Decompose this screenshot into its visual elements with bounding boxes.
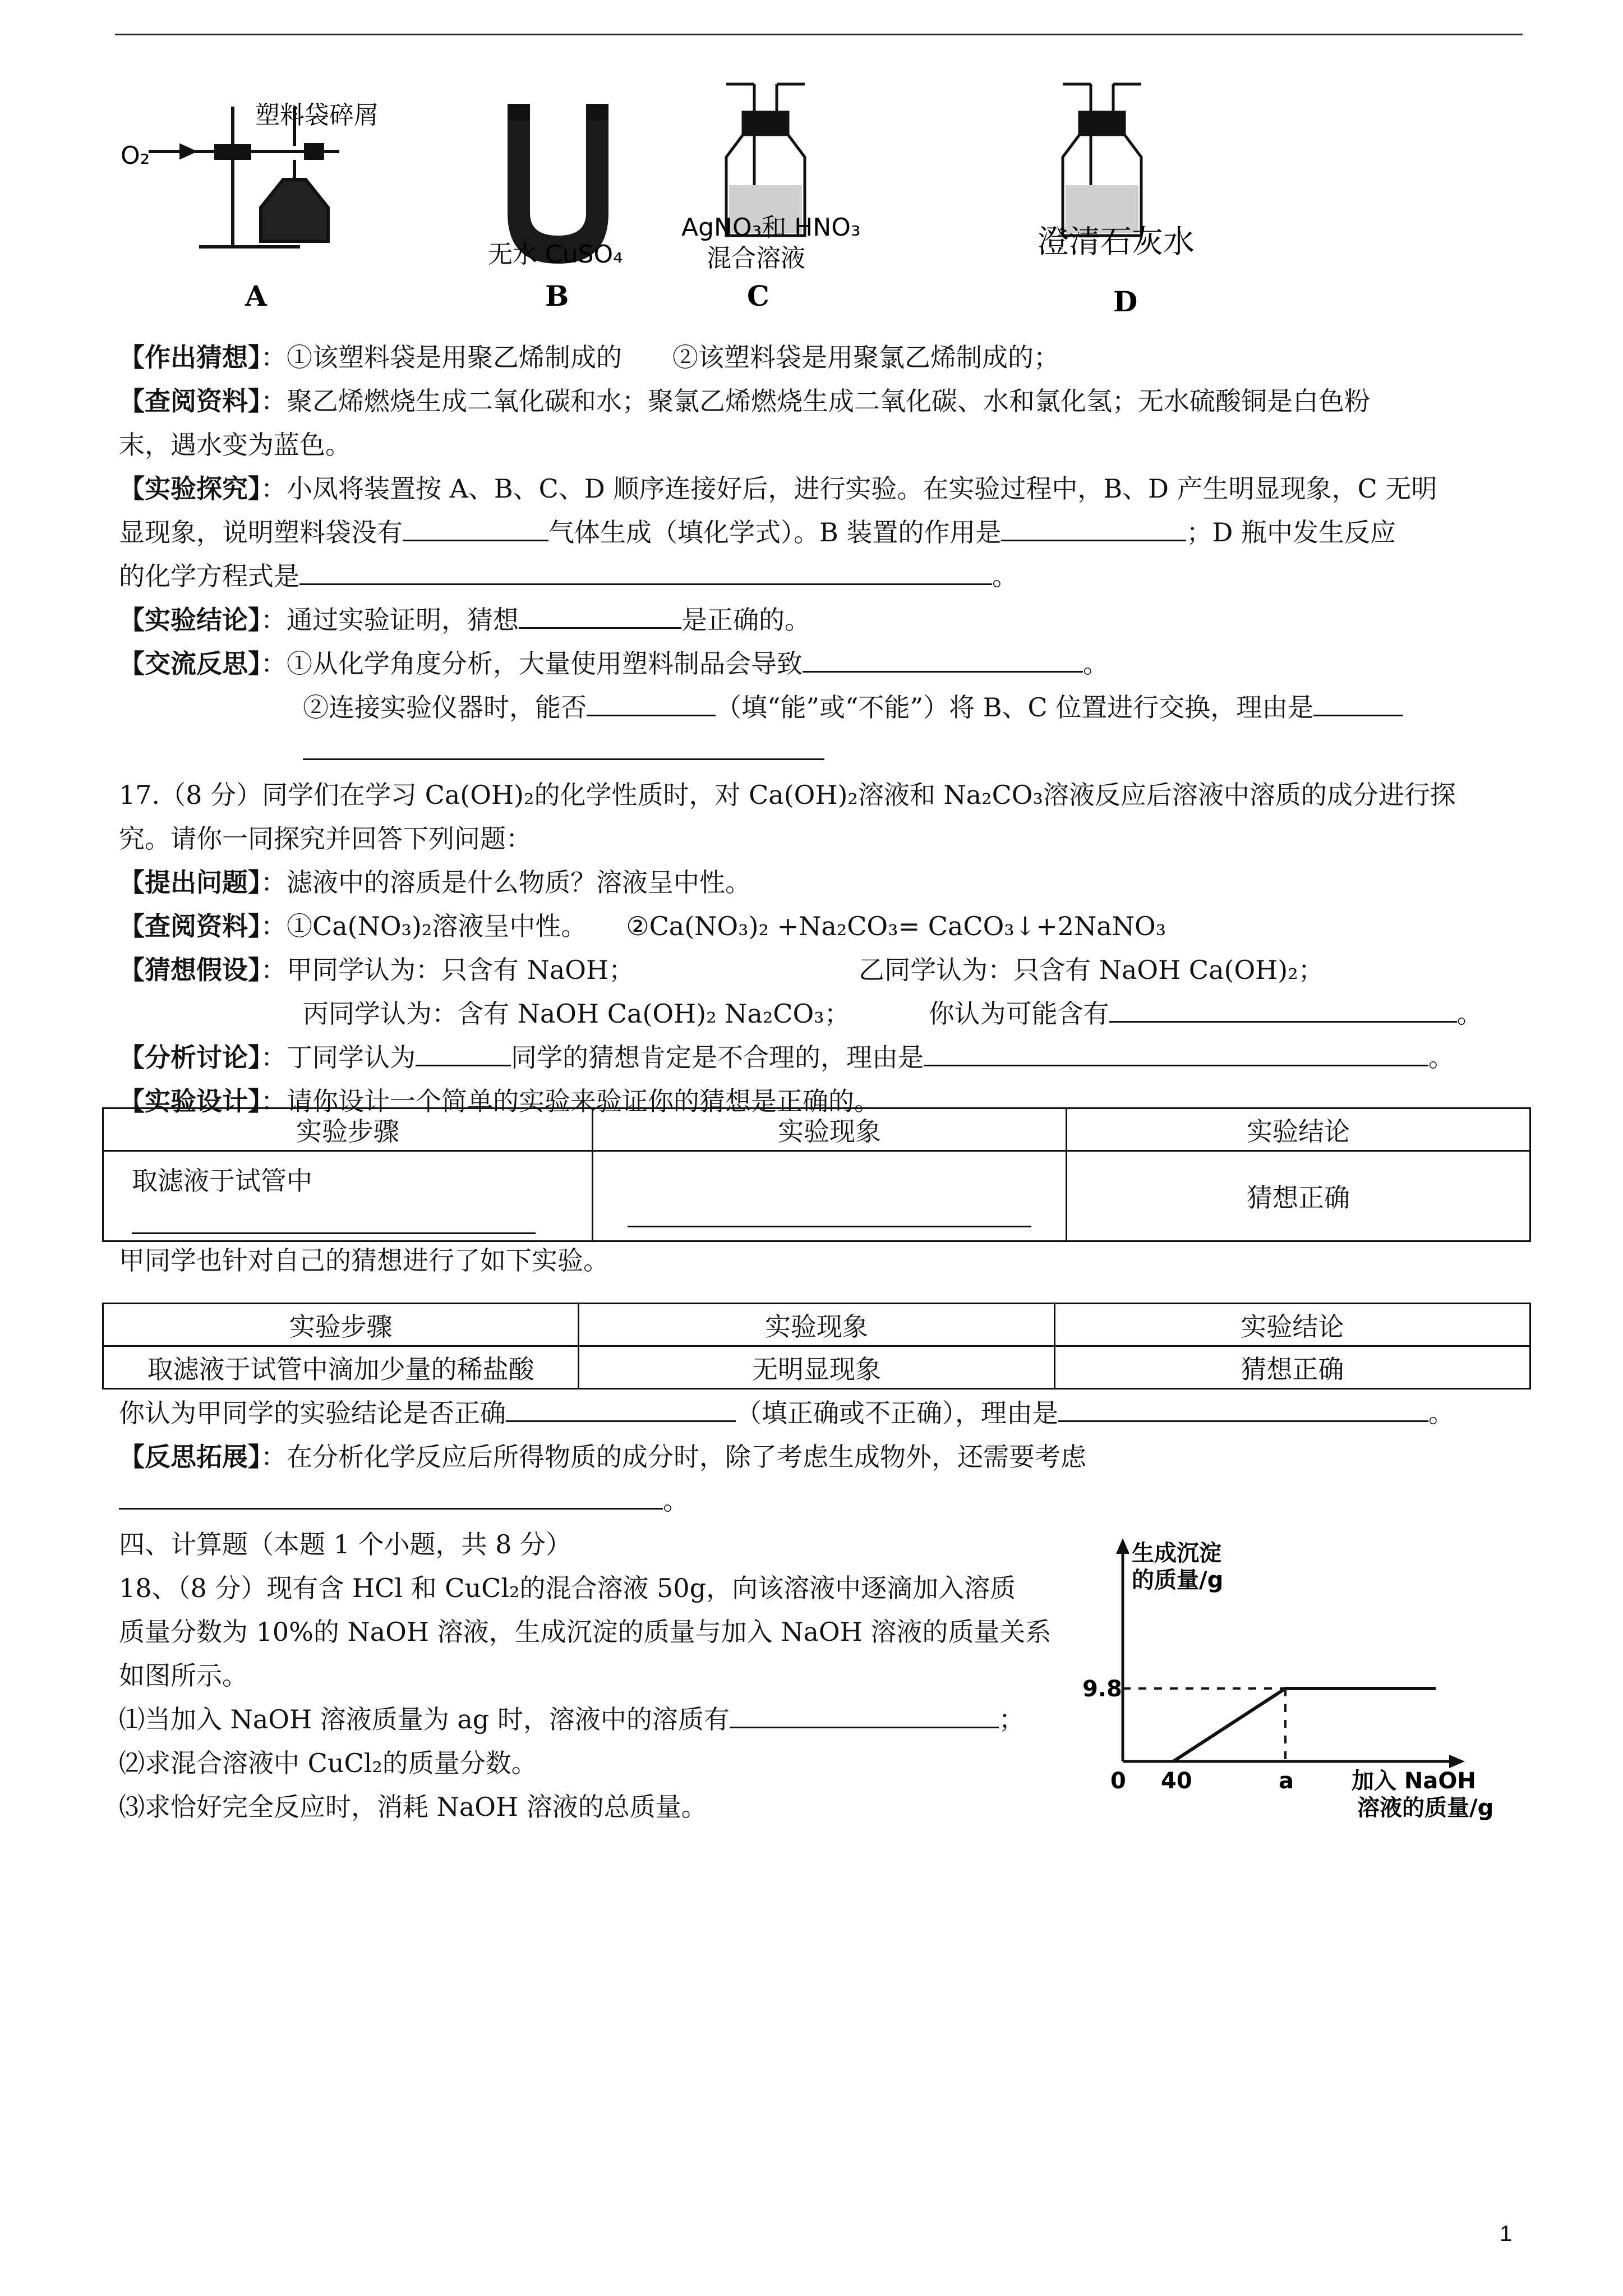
q17-intro-1: 17.（8 分）同学们在学习 Ca(OH)₂的化学性质时，对 Ca(OH)₂溶液和 Na₂CO₃溶液反应后溶液中溶质的成分进行探 (119, 780, 1456, 810)
t1-phenomenon-blank[interactable] (628, 1203, 1031, 1227)
judge-text-c: 。 (1428, 1398, 1454, 1428)
answer-blank-gas[interactable] (403, 510, 548, 541)
q18-sub-3: ⑶求恰好完全反应时，消耗 NaOH 溶液的总质量。 (119, 1792, 707, 1822)
t2-step-cell: 取滤液于试管中滴加少量的稀盐酸 (103, 1346, 579, 1389)
t2-header-step: 实验步骤 (103, 1304, 579, 1346)
section-4-title: 四、计算题（本题 1 个小题，共 8 分） (119, 1529, 572, 1559)
answer-blank-b-role[interactable] (1001, 510, 1186, 541)
info-line-2: 末，遇水变为蓝色。 (119, 430, 351, 460)
ext-line (119, 1435, 1532, 1479)
x-tick-40: 40 (1161, 1768, 1192, 1794)
apparatus-c-letter: C (747, 279, 769, 312)
apparatus-d-label: 澄清石灰水 (1038, 224, 1195, 260)
answer-blank-ext[interactable] (119, 1479, 663, 1510)
q18-sub-1 (119, 1697, 1072, 1741)
x-axis-arrow (1449, 1755, 1465, 1768)
apparatus-a-letter: A (245, 279, 267, 312)
design-text: ：请你设计一个简单的实验来验证你的猜想是正确的。 (261, 1086, 880, 1116)
t1-step-text: 取滤液于试管中 (132, 1166, 312, 1196)
reflect-text-2b: （填“能”或“不能”）将 B、C 位置进行交换，理由是 (716, 692, 1314, 723)
exp-line-3 (119, 554, 1532, 598)
reflect-line-2 (303, 685, 1537, 729)
ext-tag: 【反思拓展】 (119, 1442, 261, 1472)
q17-info-tag: 【查阅资料】 (119, 911, 261, 941)
x-label-2: 溶液的质量/g (1357, 1795, 1494, 1821)
y-axis-arrow (1116, 1538, 1129, 1554)
judge-line (119, 1391, 1532, 1435)
q18-line-2: 质量分数为 10%的 NaOH 溶液，生成沉淀的质量与加入 NaOH 溶液的质量关系 (119, 1617, 1052, 1647)
guess-line (119, 335, 1532, 379)
o2-label: O₂ (121, 141, 150, 170)
t1-step-cell[interactable] (103, 1151, 593, 1241)
reflect-text-2a: ②连接实验仪器时，能否 (303, 692, 587, 723)
ext-line-2 (119, 1479, 1532, 1522)
reflect-line-3 (303, 729, 1623, 773)
q18-sub-2: ⑵求混合溶液中 CuCl₂的质量分数。 (119, 1748, 537, 1778)
apparatus-d (1063, 84, 1141, 236)
q18-sub-1a: ⑴当加入 NaOH 溶液质量为 ag 时，溶液中的溶质有 (119, 1704, 730, 1734)
info-text-1: ：聚乙烯燃烧生成二氧化碳和水；聚氯乙烯燃烧生成二氧化碳、水和氯化氢；无水硫酸铜是白色粉 (261, 386, 1370, 416)
hyp-yi: 乙同学认为：只含有 NaOH Ca(OH)₂； (859, 955, 1324, 985)
ext-text: ：在分析化学反应后所得物质的成分时，除了考虑生成物外，还需要考虑 (261, 1442, 1086, 1472)
reflect-text-1b: 。 (1083, 648, 1109, 679)
answer-blank-judge[interactable] (506, 1391, 736, 1422)
answer-blank-can[interactable] (587, 685, 716, 716)
y-tick-label: 9.8 (1082, 1676, 1122, 1702)
t2-conclusion-cell: 猜想正确 (1054, 1346, 1530, 1389)
apparatus-b-letter: B (545, 279, 569, 312)
conclusion-text-b: 是正确的。 (681, 605, 810, 635)
origin-label: 0 (1110, 1768, 1126, 1794)
apparatus-figure (115, 67, 1349, 331)
conclusion-text-a: ：通过实验证明，猜想 (261, 605, 519, 635)
answer-blank-guess[interactable] (519, 598, 681, 629)
exp-line-2 (119, 510, 1532, 554)
t2-header-conclusion: 实验结论 (1054, 1304, 1530, 1346)
disc-text-c: 。 (1428, 1042, 1454, 1073)
q18-sub-1b: ； (998, 1704, 1025, 1734)
t1-header-phenomenon: 实验现象 (593, 1108, 1067, 1151)
hyp-you-b: 。 (1456, 999, 1483, 1029)
series-line (1173, 1688, 1436, 1761)
judge-text-b: （填正确或不正确），理由是 (736, 1398, 1058, 1428)
answer-blank-classmate[interactable] (416, 1036, 511, 1066)
design-tag: 【实验设计】 (119, 1086, 261, 1116)
q17-info-a: ：①Ca(NO₃)₂溶液呈中性。 (261, 911, 587, 941)
answer-blank-reason-start[interactable] (1313, 685, 1403, 716)
disc-text-b: 同学的猜想肯定是不合理的，理由是 (511, 1042, 924, 1073)
q17-intro-2: 究。请你一同探究并回答下列问题： (119, 823, 532, 854)
q17-ask-line (119, 861, 1532, 904)
t1-phenomenon-cell[interactable] (593, 1151, 1067, 1241)
t2-header-phenomenon: 实验现象 (579, 1304, 1054, 1346)
q17-disc-line (119, 1036, 1532, 1079)
ext-end: 。 (663, 1485, 689, 1516)
hyp-bing: 丙同学认为：含有 NaOH Ca(OH)₂ Na₂CO₃； (303, 999, 850, 1029)
experiment-table-2 (102, 1303, 1531, 1389)
hyp-tag: 【猜想假设】 (119, 955, 261, 985)
t2-phenomenon-cell: 无明显现象 (579, 1346, 1054, 1389)
answer-blank-equation[interactable] (299, 554, 992, 585)
info-tag: 【查阅资料】 (119, 386, 261, 416)
t1-header-step: 实验步骤 (103, 1108, 593, 1151)
experiment-table-1 (102, 1107, 1531, 1242)
exp-text-2b: 气体生成（填化学式）。B 装置的作用是 (548, 517, 1002, 547)
exp-text-2c: ；D 瓶中发生反应 (1186, 517, 1396, 547)
reflect-line-1 (119, 642, 1532, 685)
answer-blank-pollution[interactable] (803, 642, 1083, 673)
q17-info-b: ②Ca(NO₃)₂ +Na₂CO₃= CaCO₃↓+2NaNO₃ (626, 911, 1166, 941)
q18-line-1: 18、（8 分）现有含 HCl 和 CuCl₂的混合溶液 50g，向该溶液中逐滴加入溶质 (119, 1573, 1016, 1603)
answer-blank-solutes[interactable] (730, 1697, 999, 1728)
q17-hyp-line-2 (303, 992, 1537, 1036)
exp-text-3a: 的化学方程式是 (119, 561, 299, 591)
x-tick-a: a (1279, 1768, 1294, 1794)
exp-text-2a: 显现象，说明塑料袋没有 (119, 517, 403, 547)
judge-text-a: 你认为甲同学的实验结论是否正确 (119, 1398, 506, 1428)
answer-blank-your-guess[interactable] (1109, 992, 1457, 1023)
conclusion-tag: 【实验结论】 (119, 605, 261, 635)
q17-hyp-line-1 (119, 948, 1532, 992)
ask-tag: 【提出问题】 (119, 867, 261, 898)
t1-conclusion-cell: 猜想正确 (1066, 1151, 1530, 1241)
q17-info-line (119, 904, 1532, 948)
info-line-1 (119, 379, 1532, 423)
apparatus-a-label: 塑料袋碎屑 (255, 101, 379, 130)
apparatus-d-letter: D (1113, 285, 1138, 318)
y-label-1: 生成沉淀 (1132, 1540, 1221, 1566)
answer-blank-judge-reason[interactable] (1058, 1391, 1428, 1422)
exp-text-3b: 。 (992, 561, 1018, 591)
answer-blank-reason[interactable] (303, 729, 824, 760)
answer-blank-disc-reason[interactable] (924, 1036, 1428, 1066)
reflect-text-1a: ：①从化学角度分析，大量使用塑料制品会导致 (261, 648, 803, 679)
apparatus-b-label: 无水 CuSO₄ (488, 240, 623, 269)
precipitate-chart (1066, 1526, 1548, 1840)
apparatus-c-label-1: AgNO₃和 HNO₃ (681, 213, 861, 242)
guess-1: ：①该塑料袋是用聚乙烯制成的 (261, 342, 622, 372)
ask-text: ：滤液中的溶质是什么物质？溶液呈中性。 (261, 867, 751, 898)
guess-2: ②该塑料袋是用聚氯乙烯制成的； (672, 342, 1059, 372)
conclusion-line (119, 598, 1532, 642)
x-label-1: 加入 NaOH (1352, 1768, 1476, 1794)
disc-text-a: ：丁同学认为 (261, 1042, 416, 1073)
apparatus-c-label-2: 混合溶液 (707, 244, 805, 273)
guess-tag: 【作出猜想】 (119, 342, 261, 372)
y-label-2: 的质量/g (1132, 1567, 1224, 1593)
top-rule (115, 34, 1523, 35)
exp-tag: 【实验探究】 (119, 473, 261, 504)
t1-header-conclusion: 实验结论 (1066, 1108, 1530, 1151)
reflect-tag: 【交流反思】 (119, 648, 261, 679)
jia-intro: 甲同学也针对自己的猜想进行了如下实验。 (119, 1245, 609, 1276)
t1-step-blank[interactable] (132, 1210, 536, 1234)
hyp-jia: ：甲同学认为：只含有 NaOH； (261, 955, 635, 985)
exp-text-1: ：小凤将装置按 A、B、C、D 顺序连接好后，进行实验。在实验过程中，B、D 产生明显现象，C 无明 (261, 473, 1437, 504)
page-number: 1 (1500, 2221, 1513, 2246)
disc-tag: 【分析讨论】 (119, 1042, 261, 1073)
hyp-you-a: 你认为可能含有 (928, 999, 1109, 1029)
exp-line-1 (119, 467, 1532, 510)
q18-line-3: 如图所示。 (119, 1660, 248, 1691)
